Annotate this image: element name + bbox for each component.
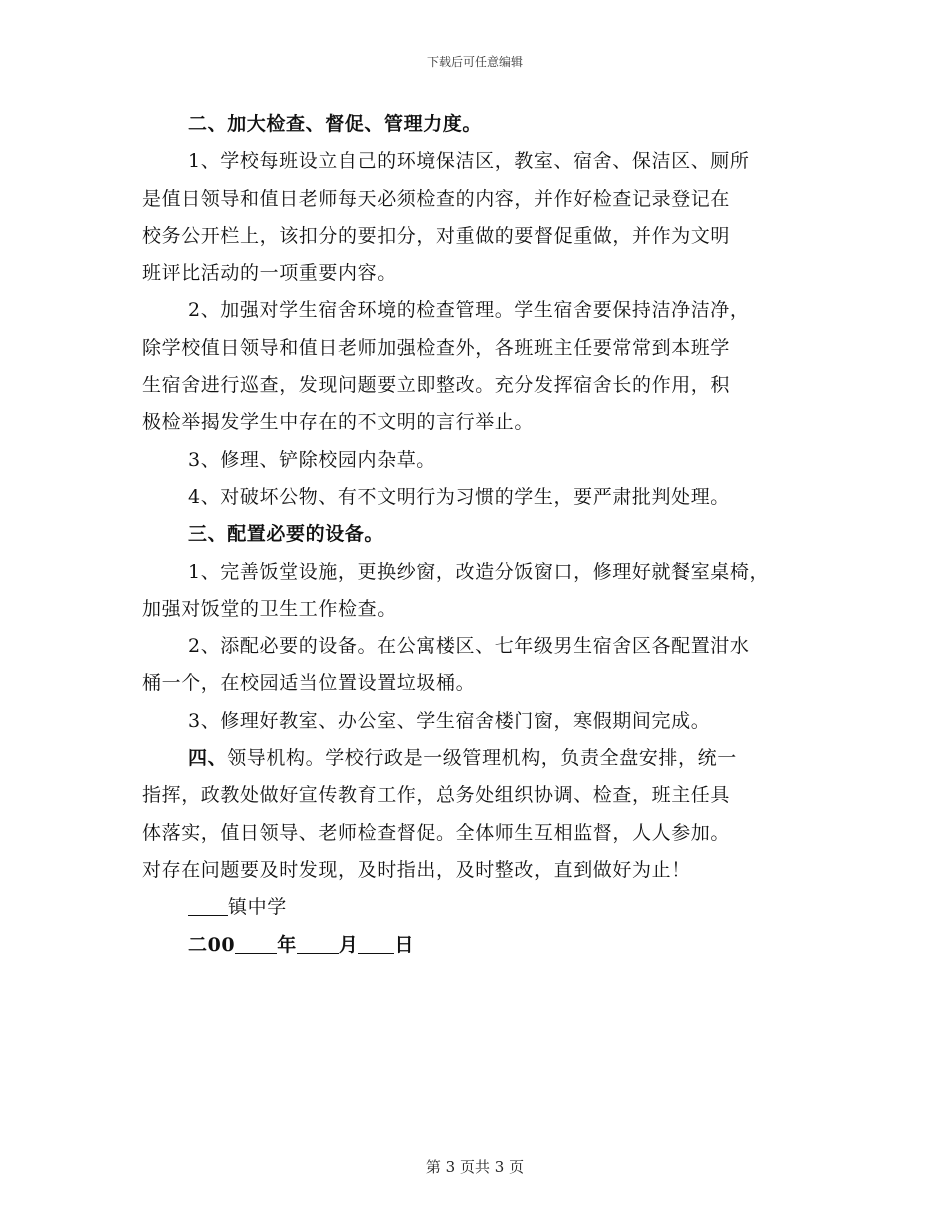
month-blank <box>297 931 339 954</box>
section-2-p4: 4、对破坏公物、有不文明行为习惯的学生，要严肃批判处理。 <box>188 485 730 508</box>
day-blank <box>358 931 394 954</box>
section-2-p1-line-1: 1、学校每班设立自己的环境保洁区，教室、宿舍、保洁区、厕所 <box>188 150 750 173</box>
section-4-line-2: 指挥，政教处做好宣传教育工作，总务处组织协调、检查，班主任具 <box>142 784 731 807</box>
section-2-heading: 二、加大检查、督促、管理力度。 <box>188 113 483 135</box>
signature-school <box>142 889 822 926</box>
section-3-p2-line-2: 桶一个，在校园适当位置设置垃圾桶。 <box>142 672 476 695</box>
document-body <box>142 106 822 964</box>
signature-date <box>142 927 822 964</box>
school-suffix: 镇中学 <box>228 896 287 919</box>
section-2-p2-line-2: 除学校值日领导和值日老师加强检查外，各班班主任要常常到本班学 <box>142 336 731 359</box>
day-char: 日 <box>394 933 415 956</box>
section-4-line-1-text: 领导机构。学校行政是一级管理机构，负责全盘安排，统一 <box>227 747 737 770</box>
date-prefix: 二00 <box>188 933 236 956</box>
section-3-p1-line-1: 1、完善饭堂设施，更换纱窗，改造分饭窗口，修理好就餐室桌椅， <box>188 560 770 583</box>
section-3-p3: 3、修理好教室、办公室、学生宿舍楼门窗，寒假期间完成。 <box>188 709 711 732</box>
section-3-heading: 三、配置必要的设备。 <box>188 523 385 546</box>
section-2-p1-line-4: 班评比活动的一项重要内容。 <box>142 262 397 285</box>
section-2-p1-line-2: 是值日领导和值日老师每天必须检查的内容，并作好检查记录登记在 <box>142 187 731 210</box>
section-2-p2-line-4: 极检举揭发学生中存在的不文明的言行举止。 <box>142 411 535 434</box>
section-4-line-4: 对存在问题要及时发现，及时指出，及时整改，直到做好为止！ <box>142 858 691 881</box>
section-4-line-3: 体落实，值日领导、老师检查督促。全体师生互相监督，人人参加。 <box>142 821 731 844</box>
year-char: 年 <box>277 933 297 956</box>
section-4-line-1 <box>142 740 822 777</box>
month-char: 月 <box>338 933 359 956</box>
section-2-p2-line-3: 生宿舍进行巡查，发现问题要立即整改。充分发挥宿舍长的作用，积 <box>142 374 731 397</box>
section-3-p1-line-2: 加强对饭堂的卫生工作检查。 <box>142 597 397 620</box>
section-3-p2-line-1: 2、添配必要的设备。在公寓楼区、七年级男生宿舍区各配置泔水 <box>188 635 750 658</box>
page-header-note: 下载后可任意编辑 <box>426 55 523 69</box>
section-2-p2-line-1: 2、加强对学生宿舍环境的检查管理。学生宿舍要保持洁净洁净， <box>188 299 750 322</box>
school-name-blank <box>188 893 228 916</box>
section-4-heading: 四、 <box>188 747 228 770</box>
section-2-p1-line-3: 校务公开栏上，该扣分的要扣分，对重做的要督促重做，并作为文明 <box>142 224 731 247</box>
year-blank <box>235 931 277 954</box>
page-footer-number: 第 3 页共 3 页 <box>425 1158 525 1176</box>
section-2-p3: 3、修理、铲除校园内杂草。 <box>188 448 436 471</box>
